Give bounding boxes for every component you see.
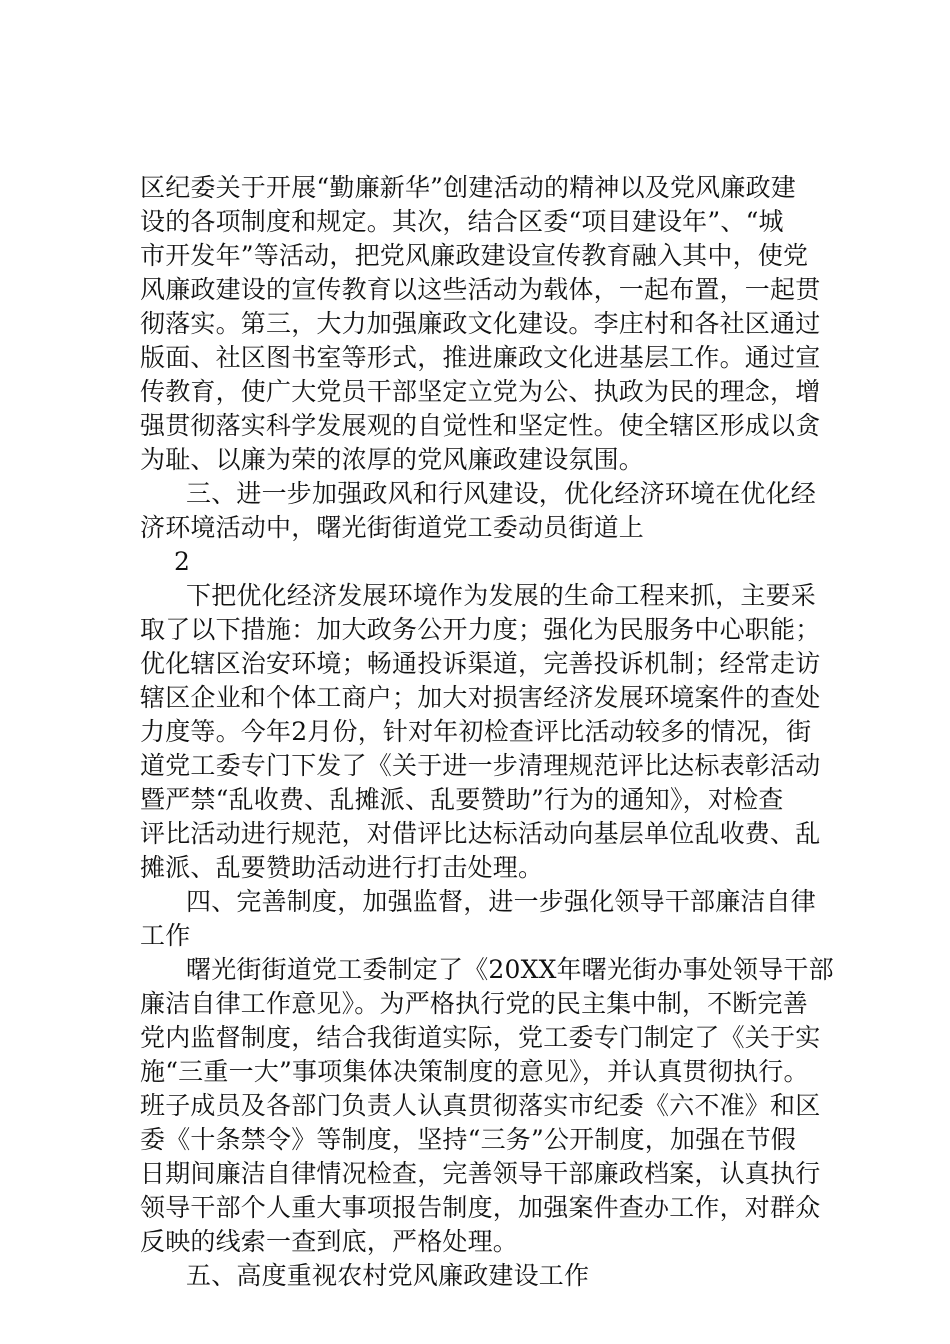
body-text-line: 彻落实。第三，大力加强廉政文化建设。李庄村和各社区通过 [140, 309, 821, 338]
section-heading-5: 五、高度重视农村党风廉政建设工作 [186, 1261, 590, 1290]
body-text-line: 风廉政建设的宣传教育以这些活动为载体，一起布置，一起贯 [140, 275, 821, 304]
body-text-line: 反映的线索一查到底，严格处理。 [140, 1227, 519, 1256]
body-text-line: 道党工委专门下发了《关于进一步清理规范评比达标表彰活动 [140, 751, 821, 780]
body-text-line: 济环境活动中，曙光街街道党工委动员街道上 [140, 513, 645, 542]
body-text-line: 廉洁自律工作意见》。为严格执行党的民主集中制，不断完善 [140, 989, 808, 1018]
body-text-line: 力度等。今年2月份，针对年初检查评比活动较多的情况，街 [140, 717, 812, 746]
body-text-line: 辖区企业和个体工商户；加大对损害经济发展环境案件的查处 [140, 683, 821, 712]
body-text-line: 为耻、以廉为荣的浓厚的党风廉政建设氛围。 [140, 445, 645, 474]
section-heading-4: 四、完善制度，加强监督，进一步强化领导干部廉洁自律 [186, 887, 817, 916]
body-text-line: 版面、社区图书室等形式，推进廉政文化进基层工作。通过宣 [140, 343, 821, 372]
body-text-line: 强贯彻落实科学发展观的自觉性和坚定性。使全辖区形成以贪 [140, 411, 821, 440]
body-text-line: 曙光街街道党工委制定了《20XX年曙光街办事处领导干部 [186, 955, 834, 984]
body-text-line: 摊派、乱要赞助活动进行打击处理。 [140, 853, 544, 882]
body-text-line: 领导干部个人重大事项报告制度，加强案件查办工作，对群众 [140, 1193, 821, 1222]
body-text-line: 设的各项制度和规定。其次，结合区委“项目建设年”、“城 [140, 207, 784, 236]
body-text-line: 取了以下措施：加大政务公开力度；强化为民服务中心职能； [140, 615, 821, 644]
page-marker: 2 [174, 547, 191, 576]
body-text-line: 评比活动进行规范，对借评比达标活动向基层单位乱收费、乱 [140, 819, 821, 848]
body-text-line: 下把优化经济发展环境作为发展的生命工程来抓，主要采 [186, 581, 817, 610]
body-text-line: 区纪委关于开展“勤廉新华”创建活动的精神以及党风廉政建 [140, 173, 796, 202]
body-text-line: 党内监督制度，结合我街道实际，党工委专门制定了《关于实 [140, 1023, 821, 1052]
body-text-line: 班子成员及各部门负责人认真贯彻落实市纪委《六不准》和区 [140, 1091, 821, 1120]
section-heading-3: 三、进一步加强政风和行风建设，优化经济环境在优化经 [186, 479, 817, 508]
body-text-line: 传教育，使广大党员干部坚定立党为公、执政为民的理念，增 [140, 377, 821, 406]
body-text-line: 委《十条禁令》等制度，坚持“三务”公开制度，加强在节假 [140, 1125, 796, 1154]
body-text-line: 暨严禁“乱收费、乱摊派、乱要赞助”行为的通知》，对检查 [140, 785, 784, 814]
body-text-line: 市开发年”等活动，把党风廉政建设宣传教育融入其中，使党 [140, 241, 809, 270]
body-text-line: 日期间廉洁自律情况检查，完善领导干部廉政档案，认真执行 [140, 1159, 821, 1188]
body-text-line: 施“三重一大”事项集体决策制度的意见》，并认真贯彻执行。 [140, 1057, 809, 1086]
body-text-line: 优化辖区治安环境；畅通投诉渠道，完善投诉机制；经常走访 [140, 649, 821, 678]
section-heading-4-cont: 工作 [140, 921, 191, 950]
